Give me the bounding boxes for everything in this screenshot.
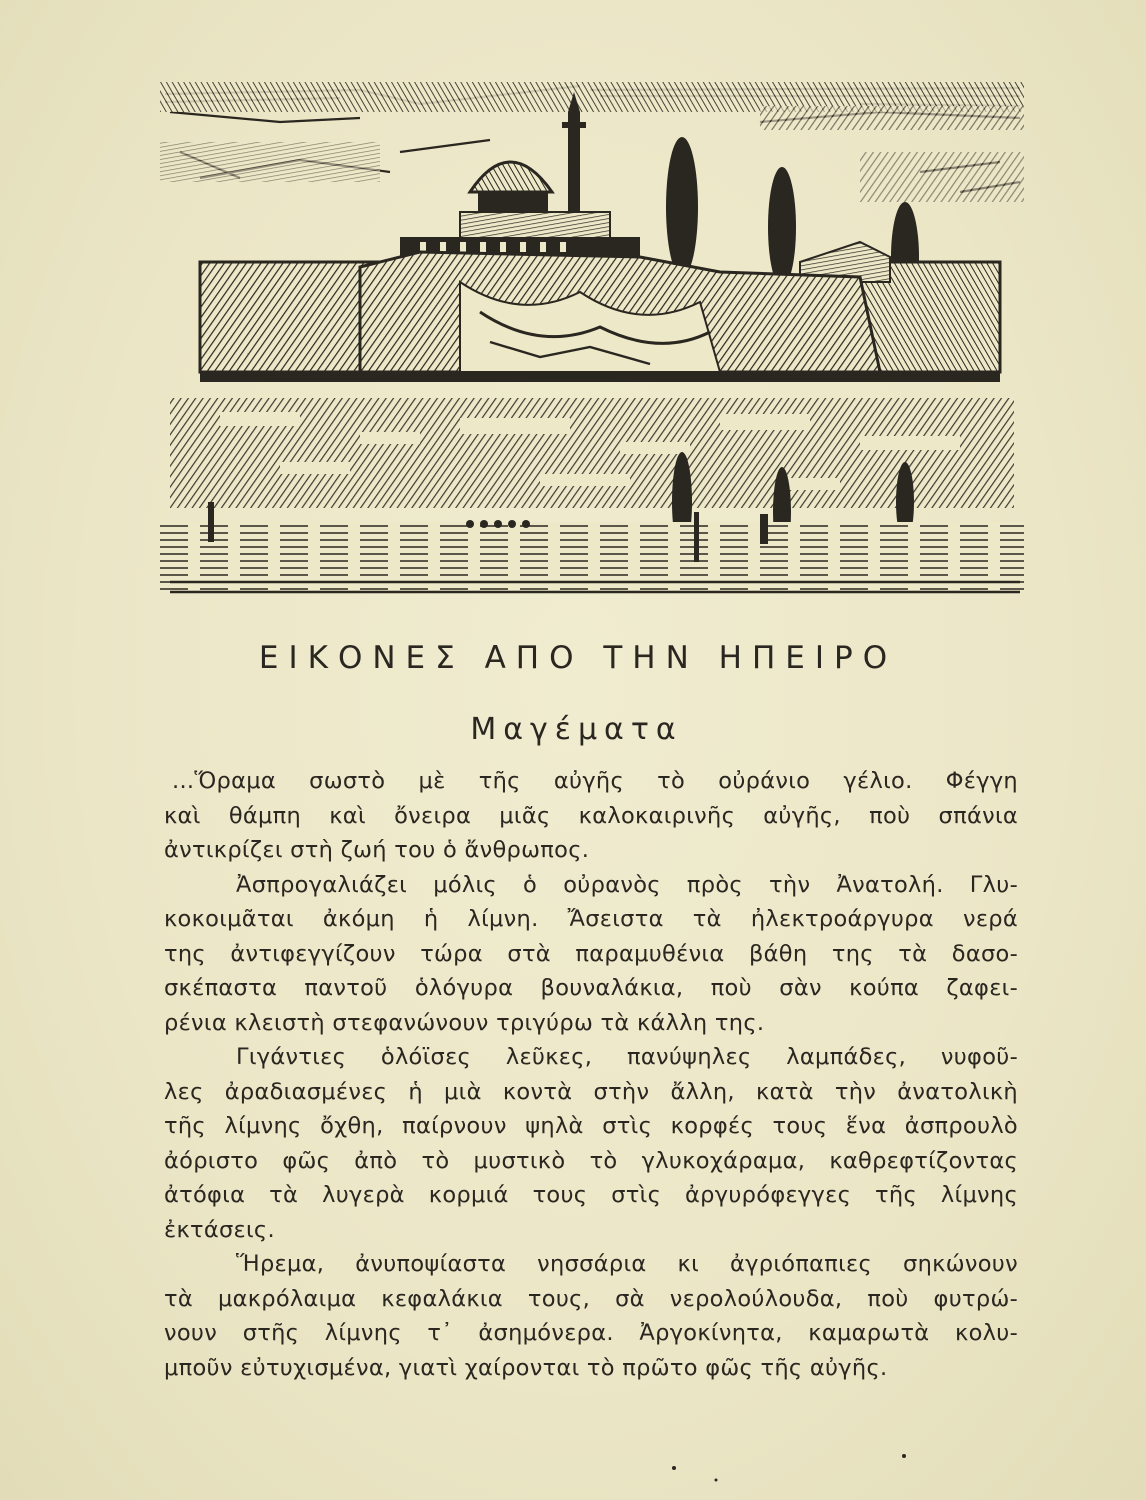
text-line: σκέπαστα παντοῦ ὁλόγυρα βουναλάκια, ποὺ σὰν κούπα ζαφει- [164,975,1018,1001]
engraving-svg [160,82,1024,600]
text-line: Γιγάντιες ὁλόϊσες λεῦκες, πανύψηλες λαμπάδες, νυφοῦ- [236,1044,1018,1070]
body-text [164,764,1018,1385]
text-line: της ἀντιφεγγίζουν τώρα στὰ παραμυθένια βάθη της τὰ δασο- [164,940,1018,967]
text-line: ρένια κλειστὴ στεφανώνουν τριγύρω τὰ κάλλη της. [164,1009,765,1036]
text-line: μποῦν εὐτυχισμένα, γιατὶ χαίρονται τὸ πρῶτο φῶς τῆς αὐγῆς. [164,1354,888,1381]
text-line: ἀόριστο φῶς ἀπὸ τὸ μυστικὸ τὸ γλυκοχάραμα, καθρεφτίζοντας [164,1147,1018,1174]
text-line: τὰ μακρόλαιμα κεφαλάκια τους, σὰ νερολούλουδα, ποὺ φυτρώ- [164,1285,1018,1312]
text-line: τῆς λίμνης ὄχθη, παίρνουν ψηλὰ στὶς κορφές τους ἕνα ἀσπρουλὸ [164,1113,1018,1139]
text-line: ἀτόφια τὰ λυγερὰ κορμιά τους στὶς ἀργυρόφεγγες τῆς λίμνης [164,1182,1018,1208]
lake-castle-engraving-icon [160,82,1024,600]
page-title: ΕΙΚΟΝΕΣ ΑΠΟ ΤΗΝ ΗΠΕΙΡΟ [258,640,898,676]
text-line: Ἥρεμα, ἀνυποψίαστα νησσάρια κι ἀγριόπαπιες σηκώνουν [236,1251,1018,1277]
cypress-tree-2 [768,167,796,287]
text-line: νουν στῆς λίμνης τ᾽ ἀσημόνερα. Ἀργοκίνητα, καμαρωτὰ κολυ- [164,1320,1018,1346]
text-line: ...Ὅραμα σωστὸ μὲ τῆς αὐγῆς τὸ οὐράνιο γέλιο. Φέγγη [172,768,1018,794]
text-line: ἐκτάσεις. [164,1216,275,1243]
text-line: Ἀσπρογαλιάζει μόλις ὁ οὐρανὸς πρὸς τὴν Ἀνατολή. Γλυ- [236,871,1018,898]
paper-speckles [0,1440,1146,1500]
text-line: λες ἀραδιασμένες ἡ μιὰ κοντὰ στὴν ἄλλη, κατὰ τὴν ἀνατολικὴ [164,1078,1018,1105]
section-title: Μαγέματα [470,712,683,747]
text-line: κοκοιμᾶται ἀκόμη ἡ λίμνη. Ἄσειστα τὰ ἠλεκτροάργυρα νερά [164,906,1018,932]
text-line: καὶ θάμπη καὶ ὄνειρα μιᾶς καλοκαιρινῆς αὐγῆς, ποὺ σπάνια [164,802,1018,829]
text-line: ἀντικρίζει στὴ ζωή του ὁ ἄνθρωπος. [164,837,590,863]
cypress-tree-1 [666,137,698,277]
